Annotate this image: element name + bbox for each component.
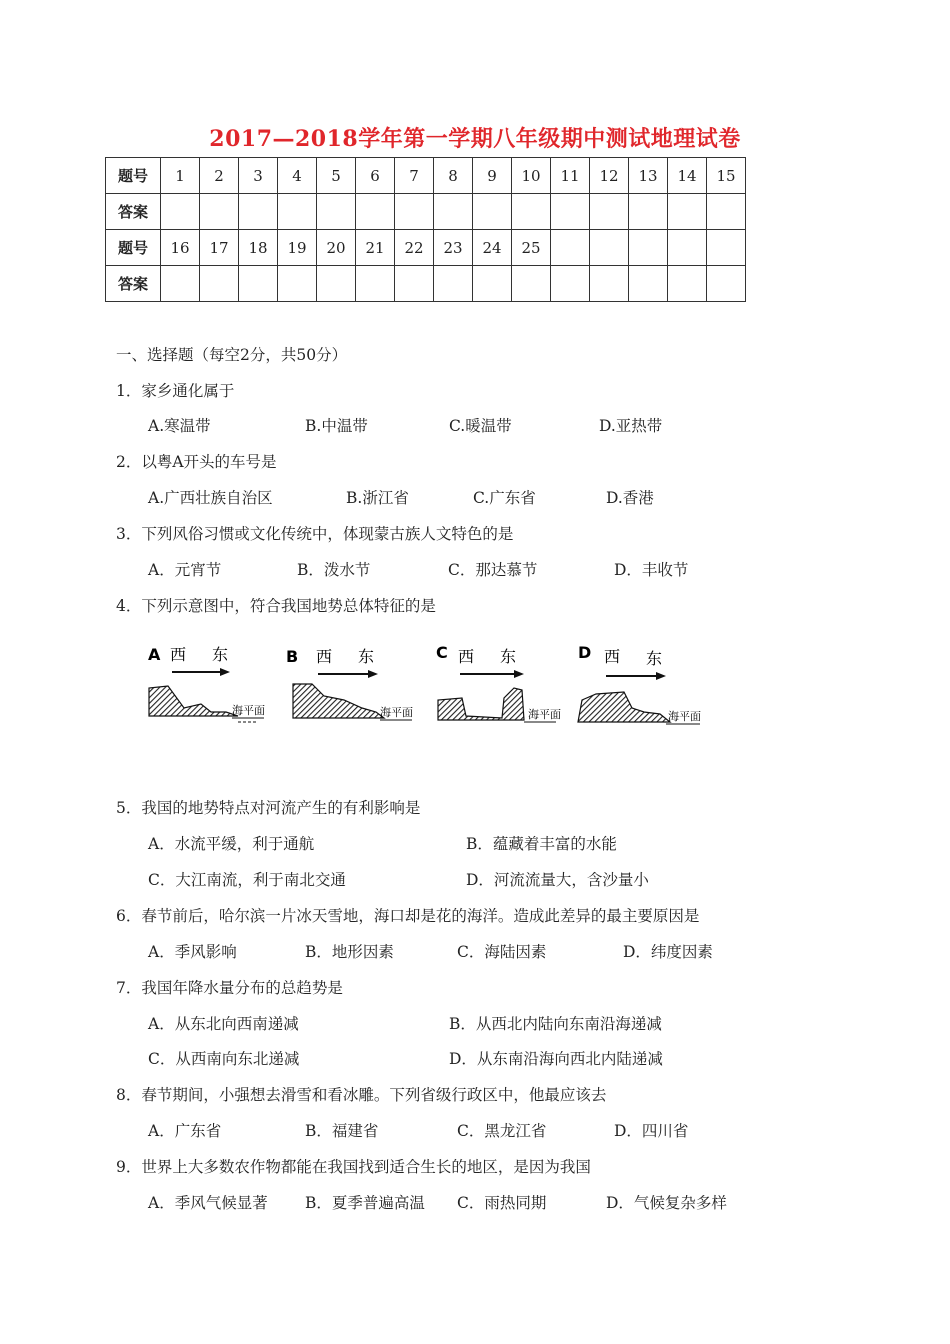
- answer-cell[interactable]: [707, 194, 746, 230]
- west-label: 西: [458, 647, 475, 666]
- east-label: 东: [500, 647, 517, 666]
- option[interactable]: B．福建省: [305, 1122, 379, 1140]
- terrain-diagram-d[interactable]: [576, 638, 726, 737]
- table-row: [106, 230, 746, 266]
- question-stem: 3．下列风俗习惯或文化传统中，体现蒙古族人文特色的是: [116, 525, 514, 543]
- question-number: [590, 230, 629, 266]
- answer-cell[interactable]: [668, 266, 707, 302]
- question-number: 17: [200, 230, 239, 266]
- row-label: 题号: [106, 230, 161, 266]
- option[interactable]: A．广东省: [148, 1122, 222, 1140]
- option[interactable]: C．那达慕节: [448, 561, 538, 579]
- question-number: 3: [239, 158, 278, 194]
- option[interactable]: A．从东北向西南递减: [148, 1015, 299, 1033]
- answer-cell[interactable]: [551, 266, 590, 302]
- question-number: 9: [473, 158, 512, 194]
- answer-cell[interactable]: [278, 266, 317, 302]
- option[interactable]: C．从西南向东北递减: [148, 1050, 300, 1068]
- option[interactable]: B．夏季普遍高温: [305, 1194, 425, 1212]
- option[interactable]: B．地形因素: [305, 943, 394, 961]
- question-number: 15: [707, 158, 746, 194]
- option[interactable]: C．黑龙江省: [457, 1122, 547, 1140]
- option[interactable]: B．蕴藏着丰富的水能: [466, 835, 617, 853]
- question-number: 8: [434, 158, 473, 194]
- option-label: C: [436, 643, 448, 662]
- option[interactable]: D．河流流量大，含沙量小: [466, 871, 649, 889]
- option[interactable]: C．大江南流，利于南北交通: [148, 871, 346, 889]
- sea-level-label: 海平面: [232, 704, 265, 717]
- option[interactable]: D．气候复杂多样: [606, 1194, 727, 1212]
- question-stem: 6．春节前后，哈尔滨一片冰天雪地，海口却是花的海洋。造成此差异的最主要原因是: [116, 907, 700, 925]
- answer-cell[interactable]: [473, 266, 512, 302]
- question-number: 13: [629, 158, 668, 194]
- question-stem: 8．春节期间，小强想去滑雪和看冰雕。下列省级行政区中，他最应该去: [116, 1086, 607, 1104]
- west-label: 西: [604, 647, 621, 666]
- option[interactable]: D.香港: [606, 489, 654, 507]
- question-number: [668, 230, 707, 266]
- answer-cell[interactable]: [473, 194, 512, 230]
- question-stem: 4．下列示意图中，符合我国地势总体特征的是: [116, 597, 436, 615]
- option[interactable]: A.寒温带: [148, 417, 211, 435]
- answer-cell[interactable]: [629, 266, 668, 302]
- question-stem: 7．我国年降水量分布的总趋势是: [116, 979, 343, 997]
- question-number: [629, 230, 668, 266]
- option[interactable]: B.中温带: [305, 417, 368, 435]
- option[interactable]: C.暖温带: [449, 417, 512, 435]
- answer-cell[interactable]: [239, 266, 278, 302]
- answer-cell[interactable]: [200, 194, 239, 230]
- option-label: A: [148, 645, 161, 664]
- terrain-diagram-a[interactable]: [146, 638, 276, 737]
- option[interactable]: C.广东省: [473, 489, 536, 507]
- table-row: [106, 266, 746, 302]
- answer-cell[interactable]: [161, 194, 200, 230]
- question-number: 20: [317, 230, 356, 266]
- option[interactable]: A．季风影响: [148, 943, 237, 961]
- answer-cell[interactable]: [317, 194, 356, 230]
- answer-cell[interactable]: [668, 194, 707, 230]
- row-label: 答案: [106, 266, 161, 302]
- answer-cell[interactable]: [629, 194, 668, 230]
- answer-cell[interactable]: [707, 266, 746, 302]
- question-number: 14: [668, 158, 707, 194]
- question-stem: 1．家乡通化属于: [116, 382, 235, 400]
- question-number: 16: [161, 230, 200, 266]
- answer-cell[interactable]: [590, 194, 629, 230]
- answer-cell[interactable]: [551, 194, 590, 230]
- answer-cell[interactable]: [512, 194, 551, 230]
- question-number: 21: [356, 230, 395, 266]
- option[interactable]: C．雨热同期: [457, 1194, 547, 1212]
- option[interactable]: B.浙江省: [346, 489, 409, 507]
- sea-level-label: 海平面: [380, 706, 413, 719]
- option[interactable]: D.亚热带: [599, 417, 663, 435]
- option[interactable]: B．泼水节: [297, 561, 371, 579]
- question-number: 24: [473, 230, 512, 266]
- question-number: 6: [356, 158, 395, 194]
- question-number: 23: [434, 230, 473, 266]
- question-number: 4: [278, 158, 317, 194]
- option[interactable]: A.广西壮族自治区: [148, 489, 273, 507]
- question-number: 1: [161, 158, 200, 194]
- sea-level-label: 海平面: [668, 710, 701, 723]
- option[interactable]: D．从东南沿海向西北内陆递减: [449, 1050, 663, 1068]
- question-number: 25: [512, 230, 551, 266]
- option-label: D: [578, 643, 592, 662]
- option[interactable]: D．丰收节: [614, 561, 689, 579]
- answer-cell[interactable]: [356, 266, 395, 302]
- option[interactable]: D．四川省: [614, 1122, 689, 1140]
- answer-cell[interactable]: [161, 266, 200, 302]
- table-row: [106, 158, 746, 194]
- option[interactable]: B．从西北内陆向东南沿海递减: [449, 1015, 662, 1033]
- option[interactable]: A．季风气候显著: [148, 1194, 268, 1212]
- question-stem: 5．我国的地势特点对河流产生的有利影响是: [116, 799, 421, 817]
- answer-cell[interactable]: [356, 194, 395, 230]
- option[interactable]: C．海陆因素: [457, 943, 547, 961]
- answer-cell[interactable]: [590, 266, 629, 302]
- question-stem: 2．以粤A开头的车号是: [116, 453, 277, 471]
- question-number: 19: [278, 230, 317, 266]
- east-label: 东: [646, 649, 663, 668]
- question-number: [551, 230, 590, 266]
- sea-level-label: 海平面: [528, 708, 561, 721]
- option[interactable]: D．纬度因素: [623, 943, 713, 961]
- question-number: 12: [590, 158, 629, 194]
- question-number: 7: [395, 158, 434, 194]
- question-stem: 9．世界上大多数农作物都能在我国找到适合生长的地区，是因为我国: [116, 1158, 591, 1176]
- east-label: 东: [358, 647, 375, 666]
- west-label: 西: [316, 647, 333, 666]
- answer-cell[interactable]: [200, 266, 239, 302]
- table-row: [106, 194, 746, 230]
- answer-cell[interactable]: [278, 194, 317, 230]
- page-title: 2017—2018学年第一学期八年级期中测试地理试卷: [209, 126, 741, 152]
- answer-cell[interactable]: [239, 194, 278, 230]
- west-label: 西: [170, 645, 187, 664]
- answer-table: [105, 157, 746, 302]
- question-number: 11: [551, 158, 590, 194]
- question-number: 5: [317, 158, 356, 194]
- option[interactable]: A．水流平缓，利于通航: [148, 835, 315, 853]
- question-number: 10: [512, 158, 551, 194]
- answer-cell[interactable]: [512, 266, 551, 302]
- row-label: 答案: [106, 194, 161, 230]
- terrain-diagram-b[interactable]: [284, 638, 432, 737]
- question-number: [707, 230, 746, 266]
- section-header: 一、选择题（每空2分，共50分）: [116, 346, 348, 364]
- question-number: 2: [200, 158, 239, 194]
- answer-cell[interactable]: [395, 194, 434, 230]
- option[interactable]: A．元宵节: [148, 561, 222, 579]
- answer-cell[interactable]: [434, 194, 473, 230]
- answer-cell[interactable]: [434, 266, 473, 302]
- answer-cell[interactable]: [395, 266, 434, 302]
- answer-cell[interactable]: [317, 266, 356, 302]
- question-number: 22: [395, 230, 434, 266]
- question-number: 18: [239, 230, 278, 266]
- row-label: 题号: [106, 158, 161, 194]
- east-label: 东: [212, 645, 229, 664]
- terrain-diagram-c[interactable]: [432, 638, 580, 737]
- option-label: B: [286, 647, 299, 666]
